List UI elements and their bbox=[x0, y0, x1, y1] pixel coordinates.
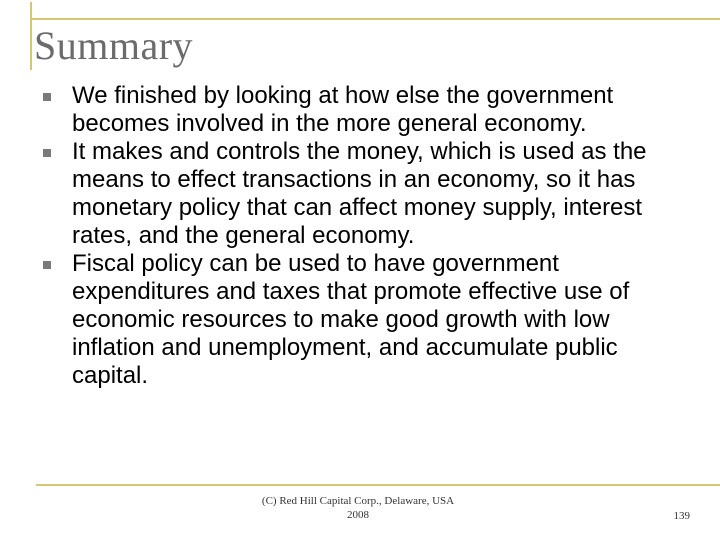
page-number: 139 bbox=[673, 510, 690, 522]
square-bullet-icon bbox=[43, 149, 51, 157]
footer bbox=[238, 494, 478, 522]
bullet-list bbox=[40, 82, 670, 390]
square-bullet-icon bbox=[43, 93, 51, 101]
bottom-rule bbox=[36, 484, 720, 486]
slide-title: Summary bbox=[34, 23, 194, 68]
bullet-text: Fiscal policy can be used to have government expenditures and taxes that promote effective use of economic resources to make good growth with low inflation and unemployment, and accumulate public capital. bbox=[72, 250, 630, 389]
bullet-text: We finished by looking at how else the government becomes involved in the more general economy. bbox=[72, 82, 614, 137]
top-rule bbox=[30, 18, 720, 20]
bullet-item bbox=[40, 82, 670, 138]
left-rule bbox=[30, 2, 32, 70]
bullet-item bbox=[40, 138, 670, 250]
square-bullet-icon bbox=[43, 261, 51, 269]
bullet-text: It makes and controls the money, which is used as the means to effect transactions in an economy, so it has monetary policy that can affect money supply, interest rates, and the general economy. bbox=[72, 138, 647, 249]
footer-copyright: (C) Red Hill Capital Corp., Delaware, USA bbox=[261, 495, 455, 507]
footer-year: 2008 bbox=[347, 509, 369, 521]
bullet-item bbox=[40, 250, 670, 390]
